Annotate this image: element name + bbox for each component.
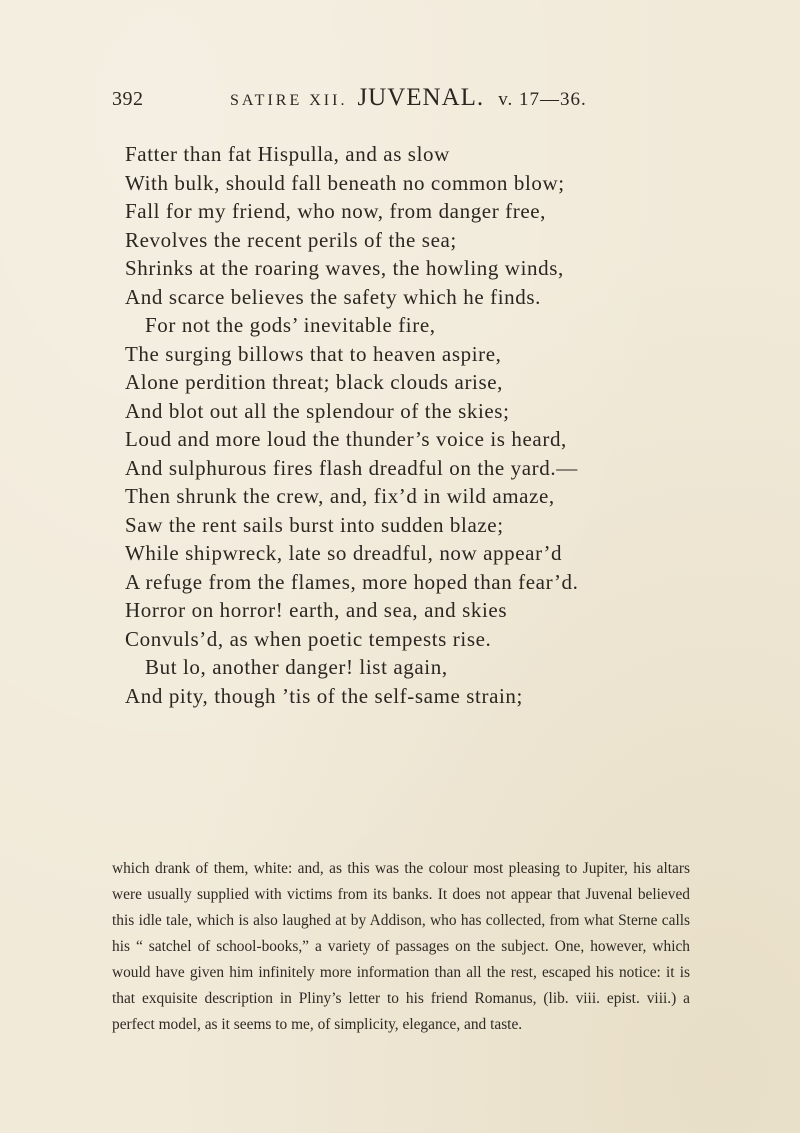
poem-line: Shrinks at the roaring waves, the howling winds, (125, 256, 564, 280)
page-number: 392 (112, 88, 144, 110)
poem-line: With bulk, should fall beneath no common blow; (125, 170, 565, 195)
poem-line: Fatter than fat Hispulla, and as slow (125, 142, 450, 166)
poem-line: And sulphurous fires flash dreadful on the yard.— (125, 455, 578, 480)
poem-line: Convuls’d, as when poetic tempests rise. (125, 626, 492, 651)
poem-line: Saw the rent sails burst into sudden blaze; (125, 512, 504, 537)
poem-line: For not the gods’ inevitable fire, (145, 313, 436, 337)
poem-line: While shipwreck, late so dreadful, now appear’d (125, 541, 563, 565)
running-head (230, 84, 587, 112)
poem-line: Then shrunk the crew, and, fix’d in wild amaze, (125, 484, 555, 508)
poem-line: And scarce believes the safety which he finds. (125, 284, 541, 309)
poem-line: And blot out all the splendour of the skies; (125, 398, 510, 423)
poem-line: Horror on horror! earth, and sea, and skies (125, 598, 508, 622)
satire-label: SATIRE XII. (230, 92, 348, 109)
verse-range: v. 17—36. (498, 89, 587, 110)
poem-line: But lo, another danger! list again, (145, 655, 448, 679)
poem-line: The surging billows that to heaven aspire, (125, 341, 502, 366)
poem-line: Alone perdition threat; black clouds arise, (125, 370, 504, 394)
poem-line: Revolves the recent perils of the sea; (125, 227, 457, 252)
poem-line: A refuge from the flames, more hoped than fear’d. (125, 569, 579, 594)
author-name: JUVENAL. (357, 84, 485, 111)
poem-text (0, 140, 800, 710)
poem-line: Fall for my friend, who now, from danger free, (125, 199, 547, 223)
poem-line: And pity, though ’tis of the self-same strain; (125, 683, 523, 708)
footnote: which drank of them, white: and, as this was the colour most pleasing to Jupiter, his altars were usually supplied with victims from its banks. It does not appear that Juvenal believed this idle tale, which is also laughed at by Addison, who has collected, from what Sterne calls his “ satchel of school-books,” a variety of passages on the subject. One, however, which would have given him infinitely more information than all the rest, escaped his notice: it is that exquisite description in Pliny’s letter to his friend Romanus, (lib. viii. epist. viii.) a perfect model, as it seems to me, of simplicity, elegance, and taste. (112, 860, 690, 1033)
poem-line: Loud and more loud the thunder’s voice is heard, (125, 427, 567, 451)
page-header (0, 84, 800, 118)
